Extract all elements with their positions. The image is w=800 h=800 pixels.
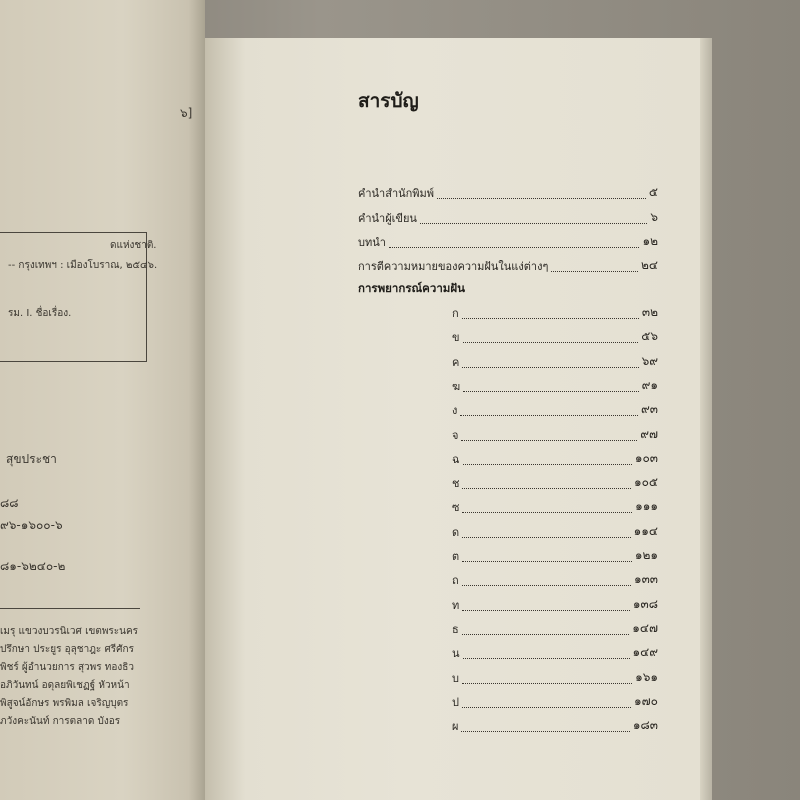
toc-label: ถ bbox=[452, 574, 459, 588]
toc-page-number: ๑๔๙ bbox=[632, 645, 658, 660]
toc-subentry bbox=[452, 695, 658, 711]
toc-page-number: ๙๓ bbox=[641, 402, 658, 417]
toc-page-number: ๙๑ bbox=[641, 377, 658, 392]
left-fragment: พิสูจน์อักษร พรพิมล เจริญบุตร bbox=[0, 698, 129, 709]
dot-leader bbox=[462, 537, 631, 538]
dot-leader bbox=[463, 342, 639, 343]
toc-label: คำนำสำนักพิมพ์ bbox=[358, 187, 435, 200]
dot-leader bbox=[462, 561, 632, 562]
left-fragment: ภวังคะนันท์ การตลาด บังอร bbox=[0, 716, 121, 727]
dot-leader bbox=[462, 634, 630, 635]
toc-page-number: ๒๔ bbox=[641, 258, 658, 272]
toc-page-number: ๓๒ bbox=[641, 305, 658, 319]
toc-page-number: ๑๐๕ bbox=[633, 475, 658, 490]
toc-subentry bbox=[452, 379, 658, 395]
section-title: การพยากรณ์ความฝัน bbox=[358, 281, 465, 295]
dot-leader bbox=[420, 223, 647, 224]
dot-leader bbox=[462, 318, 639, 319]
dot-leader bbox=[462, 488, 631, 489]
left-fragment: รม. I. ชื่อเรื่อง. bbox=[8, 308, 72, 319]
toc-subentry bbox=[452, 500, 658, 516]
toc-page-number: ๑๓๘ bbox=[632, 596, 658, 611]
toc-label: ช bbox=[452, 477, 460, 491]
toc-subentry bbox=[452, 598, 658, 614]
toc-subentry bbox=[452, 646, 658, 662]
toc-subentry bbox=[452, 671, 658, 687]
toc-page-number: ๕๖ bbox=[641, 329, 658, 344]
toc-label: บทนำ bbox=[358, 236, 386, 249]
toc-page-number: ๑๔๗ bbox=[632, 620, 658, 635]
left-fragment: ๘๑-๖๒๔๐-๒ bbox=[0, 559, 66, 573]
left-fragment: ๘๘ bbox=[0, 496, 19, 510]
dot-leader bbox=[463, 464, 632, 465]
toc-page-number: ๙๗ bbox=[640, 426, 658, 441]
toc-label: ธ bbox=[452, 622, 459, 636]
left-fragment: ๖] bbox=[180, 106, 193, 120]
left-fragment: ๙๖-๑๖๐๐-๖ bbox=[0, 518, 63, 532]
dot-leader bbox=[462, 610, 630, 611]
toc-label: ผ bbox=[452, 720, 459, 734]
left-fragment: -- กรุงเทพฯ : เมืองโบราณ, ๒๕๔๖. bbox=[8, 260, 158, 271]
toc-label: ข bbox=[452, 331, 460, 345]
page-edge bbox=[700, 38, 712, 800]
dot-leader bbox=[462, 585, 631, 586]
page-title: สารบัญ bbox=[358, 90, 419, 112]
toc-label: ต bbox=[452, 550, 460, 563]
dot-leader bbox=[460, 415, 638, 416]
dot-leader bbox=[389, 247, 640, 248]
toc-label: ป bbox=[452, 695, 459, 709]
divider bbox=[0, 608, 140, 609]
toc-subentry bbox=[452, 525, 658, 541]
toc-entry bbox=[358, 211, 658, 227]
toc-label: ก bbox=[452, 307, 459, 320]
toc-label: จ bbox=[452, 428, 459, 442]
dot-leader bbox=[461, 440, 637, 441]
toc-entry bbox=[358, 186, 658, 202]
toc-label: ค bbox=[452, 355, 460, 369]
toc-page-number: ๖๙ bbox=[641, 353, 658, 368]
toc-page-number: ๑๒ bbox=[642, 234, 658, 248]
toc-page-number: ๑๑๔ bbox=[633, 523, 658, 538]
toc-page-number: ๑๓๓ bbox=[633, 572, 658, 587]
toc-subentry bbox=[452, 355, 658, 371]
toc-label: ฆ bbox=[452, 379, 461, 393]
toc-page-number: ๑๗๐ bbox=[634, 693, 658, 708]
dot-leader bbox=[461, 731, 629, 732]
left-page bbox=[0, 0, 205, 800]
toc-label: ซ bbox=[452, 501, 460, 515]
toc-subentry bbox=[452, 452, 658, 468]
toc-subentry bbox=[452, 549, 658, 565]
dot-leader bbox=[463, 658, 630, 659]
dot-leader bbox=[437, 198, 646, 199]
toc-entry bbox=[358, 259, 658, 275]
left-fragment: ปรึกษา ประยูร อุลุชาฎะ ศรีศักร bbox=[0, 644, 134, 655]
toc-label: ด bbox=[452, 525, 460, 539]
toc-subentry bbox=[452, 622, 658, 638]
toc-subentry bbox=[452, 330, 658, 346]
dot-leader bbox=[462, 367, 638, 368]
dot-leader bbox=[462, 707, 631, 708]
toc-page-number: ๖ bbox=[650, 210, 658, 224]
toc-label: คำนำผู้เขียน bbox=[358, 212, 417, 225]
toc-subentry bbox=[452, 306, 658, 322]
toc-label: ฉ bbox=[452, 452, 460, 466]
toc-label: ท bbox=[452, 598, 460, 612]
left-fragment: พิชร์ ผู้อำนวยการ สุวพร ทองธิว bbox=[0, 662, 134, 673]
toc-label: การตีความหมายของความฝันในแง่ต่างๆ bbox=[358, 260, 549, 273]
toc-page-number: ๑๑๑ bbox=[635, 499, 658, 514]
toc-label: บ bbox=[452, 671, 459, 685]
toc-page-number: ๕ bbox=[648, 185, 658, 199]
left-fragment: สุขประชา bbox=[6, 452, 57, 466]
dot-leader bbox=[462, 683, 632, 684]
toc-entry bbox=[358, 235, 658, 251]
left-fragment: อภิวันทน์ อดุลยพิเชฏฐ์ หัวหน้า bbox=[0, 680, 130, 691]
toc-page-number: ๑๒๑ bbox=[634, 548, 658, 562]
toc-subentry bbox=[452, 476, 658, 492]
toc-subentry bbox=[452, 428, 658, 444]
left-fragment: เมรุ แขวงบวรนิเวศ เขตพระนคร bbox=[0, 626, 139, 637]
dot-leader bbox=[463, 391, 638, 392]
toc-label: น bbox=[452, 647, 460, 661]
dot-leader bbox=[551, 271, 638, 272]
dot-leader bbox=[462, 512, 632, 513]
toc-page-number: ๑๐๓ bbox=[634, 450, 658, 465]
toc-subentry bbox=[452, 719, 658, 735]
toc-page-number: ๑๖๑ bbox=[635, 669, 658, 684]
left-fragment: ดแห่งชาติ. bbox=[110, 240, 157, 251]
toc-subentry bbox=[452, 573, 658, 589]
toc-subentry bbox=[452, 403, 658, 419]
toc-page-number: ๑๘๓ bbox=[632, 718, 658, 733]
toc-label: ง bbox=[452, 404, 458, 418]
